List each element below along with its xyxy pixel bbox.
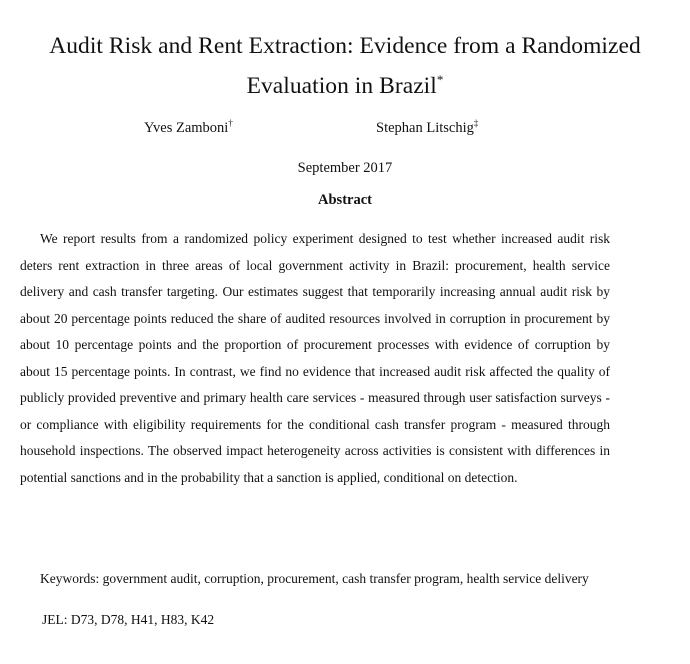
author-name: Stephan Litschig: [376, 120, 474, 136]
author-footnote-mark: ‡: [473, 118, 479, 128]
title-line-2: [0, 66, 690, 106]
keywords: Keywords: government audit, corruption, procurement, cash transfer program, health service delivery: [40, 571, 589, 586]
jel-codes: JEL: D73, D78, H41, H83, K42: [42, 612, 215, 627]
title-line-2-text: Evaluation in Brazil: [246, 73, 437, 99]
author-list: [0, 120, 690, 142]
abstract-text: We report results from a randomized policy experiment designed to test whether increased audit risk deters rent extraction in three areas of local government activity in Brazil: procurement, health service delivery and cash transfer targeting. Our estimates suggest that temporarily increasing annual audit risk by about 20 percentage points reduced the share of audited resources involved in corruption in procurement by about 10 percentage points and the proportion of procurement processes with evidence of corruption by about 15 percentage points. In contrast, we find no evidence that increased audit risk affected the quality of publicly provided preventive and primary health care services - measured through user satisfaction surveys - or compliance with eligibility requirements for the conditional cash transfer program - measured through household inspections. The observed impact heterogeneity across activities is consistent with differences in potential sanctions and in the probability that a sanction is applied, conditional on detection.: [20, 231, 610, 485]
paper-title: [0, 26, 690, 106]
publication-date: September 2017: [297, 160, 393, 176]
author-2: [376, 120, 478, 137]
abstract-heading: Abstract: [318, 192, 372, 208]
author-footnote-mark: †: [228, 118, 233, 128]
author-1: [144, 120, 233, 137]
title-line-1: Audit Risk and Rent Extraction: Evidence from a Randomized: [49, 33, 641, 59]
title-footnote-mark: *: [436, 72, 444, 87]
author-name: Yves Zamboni: [144, 120, 229, 136]
